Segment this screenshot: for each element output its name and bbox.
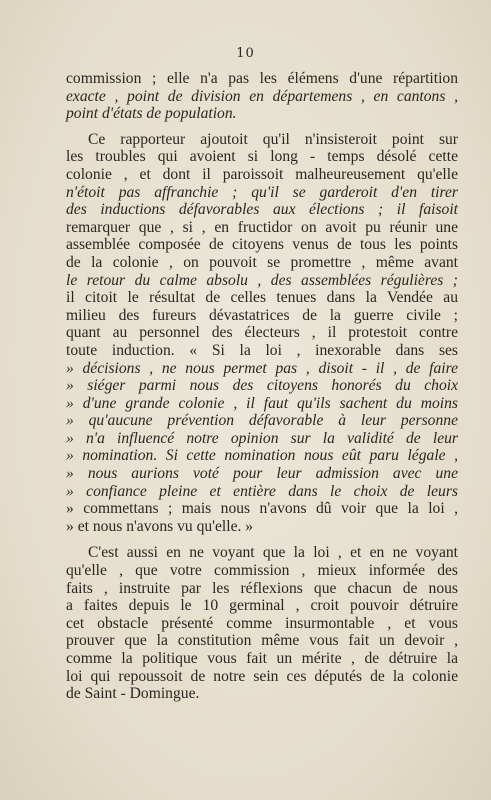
- paragraph-1: [66, 70, 458, 123]
- text-line: loi qui repoussoit de notre sein ces députés de la colonie: [66, 667, 458, 685]
- text-line: commission ; elle n'a pas les élémens d'une répartition: [66, 70, 458, 87]
- text-line: C'est aussi en ne voyant que la loi , et en ne voyant: [88, 544, 458, 562]
- text-line: » décisions , ne nous permet pas , disoit - il , de faire: [66, 359, 458, 377]
- text-line: milieu des fureurs dévastatrices de la guerre civile ;: [66, 306, 458, 324]
- text-line: » commettans ; mais nous n'avons dû voir que la loi ,: [66, 500, 458, 518]
- page-number: 10: [236, 46, 255, 61]
- text-line: cet obstacle présenté comme insurmontable , et vous: [66, 614, 458, 632]
- text-line: » confiance pleine et entière dans le choix de leurs: [66, 482, 458, 500]
- text-line: remarquer que , si , en fructidor on avoit pu réunir une: [66, 218, 458, 236]
- text-line: qu'elle , que votre commission , mieux informée des: [66, 562, 458, 580]
- text-line: » qu'aucune prévention défavorable à leur personne: [66, 412, 458, 430]
- text-line: il citoit le résultat de celles tenues dans la Vendée au: [66, 289, 458, 307]
- body-text: [66, 70, 458, 703]
- text-line: » nomination. Si cette nomination nous eût paru légale ,: [66, 447, 458, 465]
- text-line: colonie , et dont il paroissoit malheureusement qu'elle: [66, 165, 458, 183]
- text-line: point d'états de population.: [66, 105, 237, 123]
- text-line: faits , instruite par les réflexions que chacun de nous: [66, 579, 458, 597]
- text-line: exacte , point de division en départemens , en cantons ,: [66, 87, 458, 105]
- text-line: » nous aurions voté pour leur admission avec une: [66, 465, 458, 483]
- text-line: de Saint - Domingue.: [66, 685, 200, 703]
- paragraph-3: [66, 544, 458, 702]
- text-line: » n'a influencé notre opinion sur la validité de leur: [66, 429, 458, 447]
- text-line: » et nous n'avons vu qu'elle. »: [66, 517, 254, 535]
- text-line: n'étoit pas affranchie ; qu'il se garderoit d'en tirer: [66, 183, 458, 201]
- text-line: prouver que la constitution même vous fait un devoir ,: [66, 632, 458, 650]
- text-line: assemblée composée de citoyens venus de tous les points: [66, 236, 458, 254]
- text-line: quant au personnel des électeurs , il protestoit contre: [66, 324, 458, 342]
- text-line: » siéger parmi nous des citoyens honorés du choix: [66, 377, 458, 395]
- paragraph-2: [66, 131, 458, 536]
- text-line: des inductions défavorables aux élections ; il faisoit: [66, 201, 458, 219]
- text-line: le retour du calme absolu , des assemblées régulières ;: [66, 271, 458, 289]
- text-line: toute induction. « Si la loi , inexorable dans ses: [66, 341, 458, 359]
- text-line: Ce rapporteur ajoutoit qu'il n'insisteroit point sur: [88, 130, 458, 148]
- text-line: comme la politique vous fait un mérite , de détruire la: [66, 650, 458, 667]
- text-line: » d'une grande colonie , il faut qu'ils sachent du moins: [66, 394, 458, 412]
- text-line: de la colonie , on pouvoit se promettre , même avant: [66, 253, 458, 271]
- text-line: a faites depuis le 10 germinal , croit pouvoir détruire: [66, 597, 458, 615]
- text-line: les troubles qui avoient si long - temps désolé cette: [66, 148, 458, 166]
